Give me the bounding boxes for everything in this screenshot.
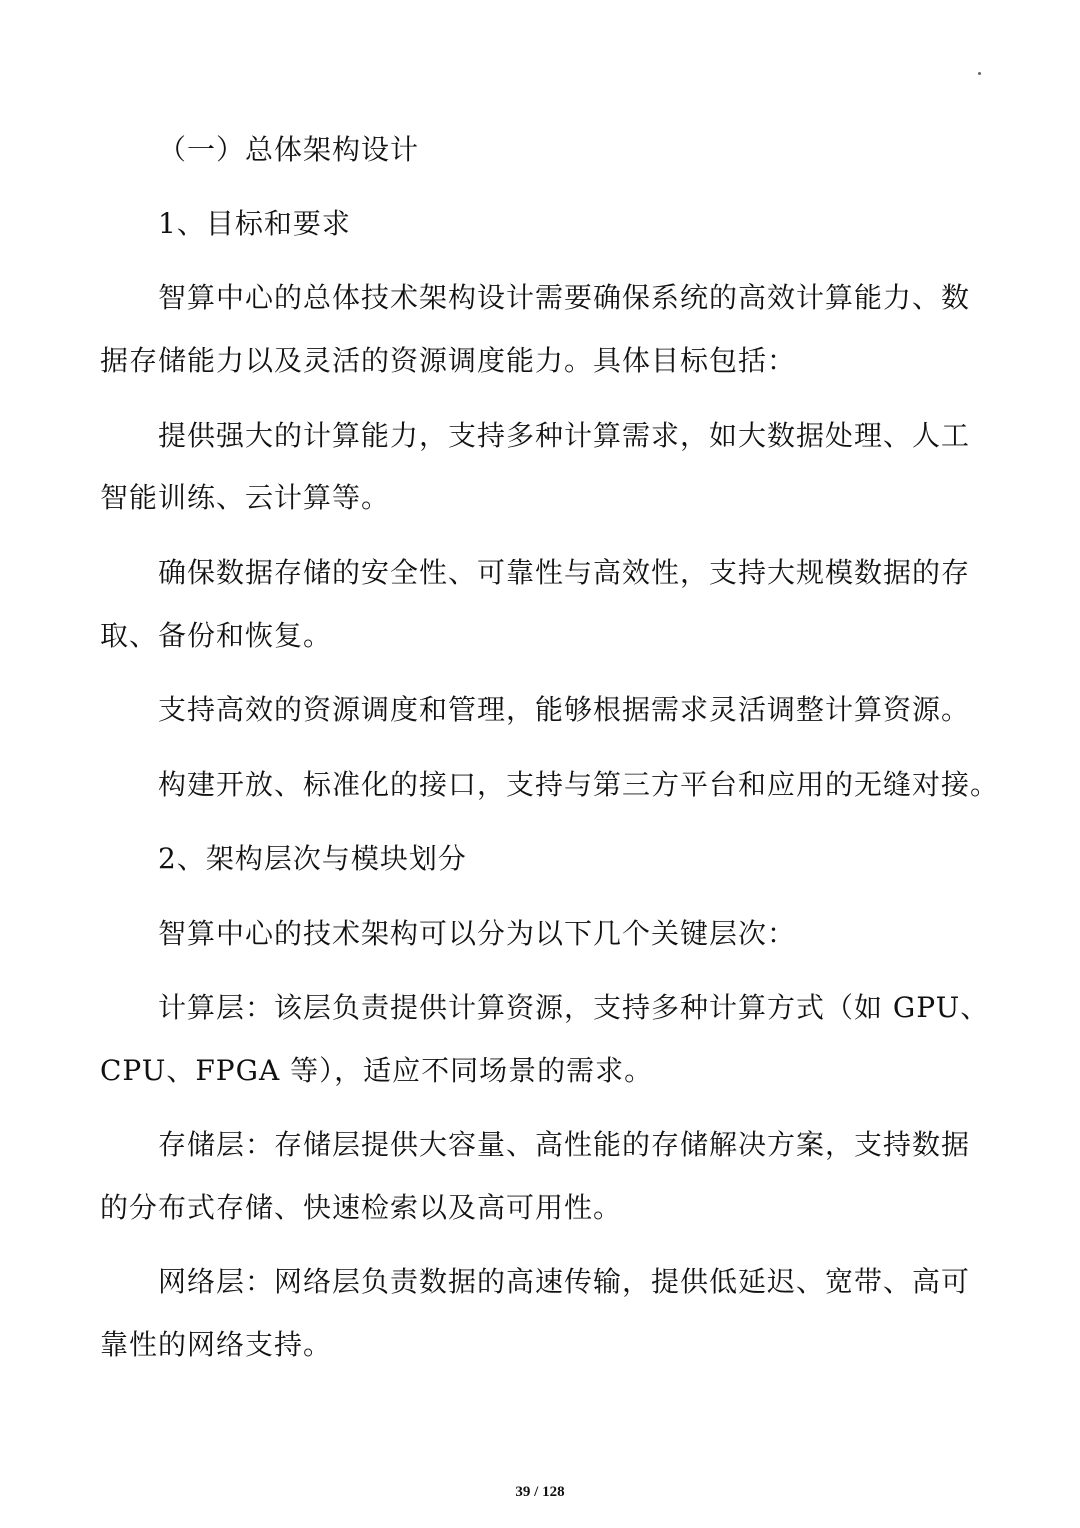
paragraph-line: 据存储能力以及灵活的资源调度能力。具体目标包括： xyxy=(100,344,797,377)
paragraph-line: 确保数据存储的安全性、可靠性与高效性，支持大规模数据的存 xyxy=(158,556,971,589)
page-mark xyxy=(978,72,981,75)
paragraph-line: 构建开放、标准化的接口，支持与第三方平台和应用的无缝对接。 xyxy=(158,768,1000,801)
paragraph-line: 网络层：网络层负责数据的高速传输，提供低延迟、宽带、高可 xyxy=(158,1265,971,1298)
paragraph-line: 的分布式存储、快速检索以及高可用性。 xyxy=(100,1191,623,1224)
subheading-goals: 1、目标和要求 xyxy=(158,207,351,240)
subheading-layers: 2、架构层次与模块划分 xyxy=(158,842,467,875)
paragraph-line: 支持高效的资源调度和管理，能够根据需求灵活调整计算资源。 xyxy=(158,693,971,726)
paragraph-line: 靠性的网络支持。 xyxy=(100,1328,333,1361)
paragraph-line: 计算层：该层负责提供计算资源，支持多种计算方式（如 GPU、 xyxy=(158,991,990,1024)
paragraph-line: CPU、FPGA 等），适应不同场景的需求。 xyxy=(100,1054,654,1087)
paragraph-line: 取、备份和恢复。 xyxy=(100,619,333,652)
page-number: 39 / 128 xyxy=(515,1484,565,1500)
paragraph-line: 智算中心的总体技术架构设计需要确保系统的高效计算能力、数 xyxy=(158,281,971,314)
section-heading: （一）总体架构设计 xyxy=(158,133,420,166)
paragraph-line: 存储层：存储层提供大容量、高性能的存储解决方案，支持数据 xyxy=(158,1128,971,1161)
paragraph-line: 提供强大的计算能力，支持多种计算需求，如大数据处理、人工 xyxy=(158,419,971,452)
paragraph-line: 智能训练、云计算等。 xyxy=(100,481,391,514)
paragraph-line: 智算中心的技术架构可以分为以下几个关键层次： xyxy=(158,917,797,950)
